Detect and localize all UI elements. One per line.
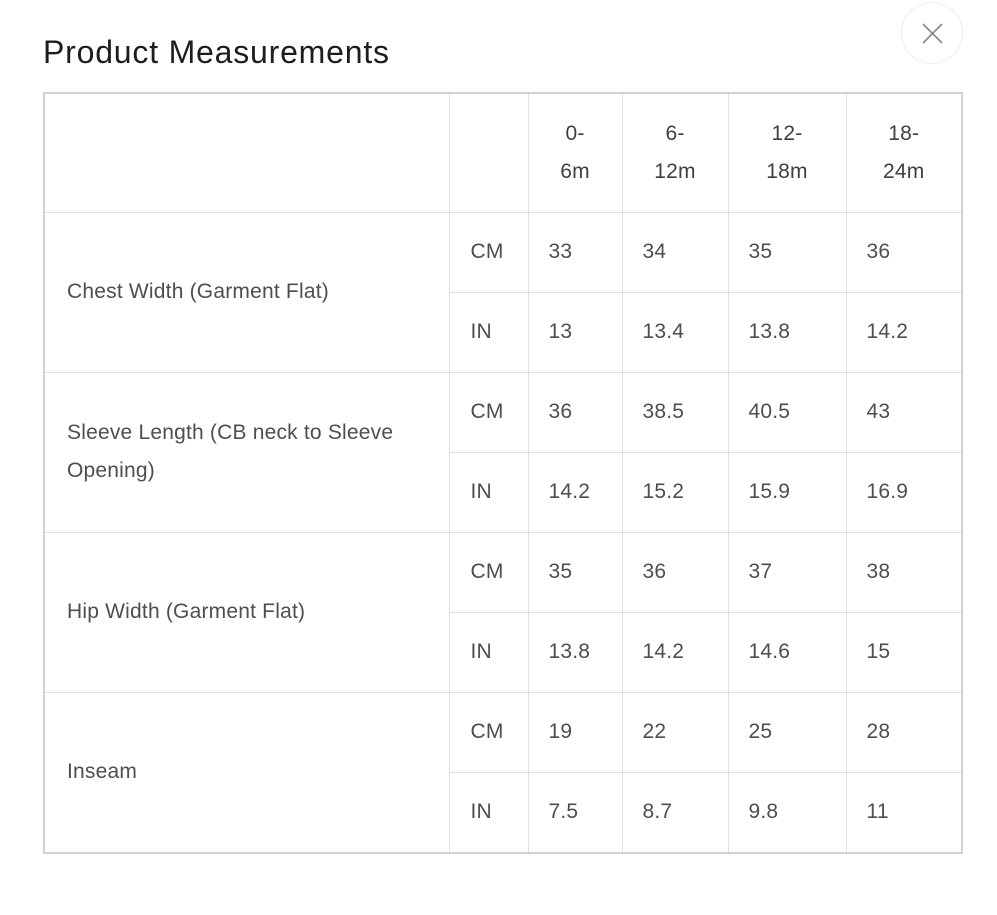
close-button[interactable] <box>901 2 963 64</box>
unit-blank-cell <box>449 93 528 213</box>
size-header-line: 0- <box>565 121 585 145</box>
corner-blank-cell <box>44 93 449 213</box>
value-cell: 22 <box>622 692 728 772</box>
unit-cell-cm: CM <box>449 372 528 452</box>
unit-cell-cm: CM <box>449 532 528 612</box>
value-cell: 7.5 <box>528 772 622 853</box>
value-cell: 28 <box>846 692 962 772</box>
value-cell: 34 <box>622 212 728 292</box>
unit-cell-cm: CM <box>449 692 528 772</box>
unit-cell-cm: CM <box>449 212 528 292</box>
value-cell: 36 <box>622 532 728 612</box>
row-label-sleeve-length: Sleeve Length (CB neck to Sleeve Opening) <box>44 372 449 532</box>
value-cell: 36 <box>846 212 962 292</box>
value-cell: 25 <box>728 692 846 772</box>
value-cell: 33 <box>528 212 622 292</box>
size-header-line: 18- <box>888 121 920 145</box>
value-cell: 9.8 <box>728 772 846 853</box>
value-cell: 15.2 <box>622 452 728 532</box>
value-cell: 13 <box>528 292 622 372</box>
value-cell: 15.9 <box>728 452 846 532</box>
size-header-line: 18m <box>766 159 808 183</box>
value-cell: 16.9 <box>846 452 962 532</box>
size-header-line: 6- <box>665 121 685 145</box>
row-label-inseam: Inseam <box>44 692 449 853</box>
size-header-0-6m <box>528 93 622 213</box>
table-row <box>44 212 962 292</box>
page-title: Product Measurements <box>43 34 390 70</box>
value-cell: 14.2 <box>846 292 962 372</box>
value-cell: 38.5 <box>622 372 728 452</box>
size-header-18-24m <box>846 93 962 213</box>
value-cell: 13.4 <box>622 292 728 372</box>
row-label-hip-width: Hip Width (Garment Flat) <box>44 532 449 692</box>
size-header-6-12m <box>622 93 728 213</box>
table-row <box>44 532 962 612</box>
table-row <box>44 692 962 772</box>
value-cell: 13.8 <box>528 612 622 692</box>
unit-cell-in: IN <box>449 452 528 532</box>
close-x-icon <box>921 22 944 45</box>
size-header-line: 24m <box>883 159 925 183</box>
measurements-table <box>43 92 963 854</box>
table-header-row <box>44 93 962 213</box>
value-cell: 37 <box>728 532 846 612</box>
value-cell: 8.7 <box>622 772 728 853</box>
value-cell: 14.2 <box>528 452 622 532</box>
size-header-line: 12m <box>654 159 696 183</box>
value-cell: 14.2 <box>622 612 728 692</box>
value-cell: 14.6 <box>728 612 846 692</box>
value-cell: 13.8 <box>728 292 846 372</box>
table-row <box>44 372 962 452</box>
value-cell: 35 <box>528 532 622 612</box>
value-cell: 35 <box>728 212 846 292</box>
unit-cell-in: IN <box>449 292 528 372</box>
size-header-12-18m <box>728 93 846 213</box>
value-cell: 15 <box>846 612 962 692</box>
value-cell: 38 <box>846 532 962 612</box>
value-cell: 43 <box>846 372 962 452</box>
size-header-line: 6m <box>560 159 590 183</box>
unit-cell-in: IN <box>449 772 528 853</box>
value-cell: 11 <box>846 772 962 853</box>
value-cell: 36 <box>528 372 622 452</box>
unit-cell-in: IN <box>449 612 528 692</box>
value-cell: 40.5 <box>728 372 846 452</box>
value-cell: 19 <box>528 692 622 772</box>
row-label-chest-width: Chest Width (Garment Flat) <box>44 212 449 372</box>
size-header-line: 12- <box>771 121 803 145</box>
